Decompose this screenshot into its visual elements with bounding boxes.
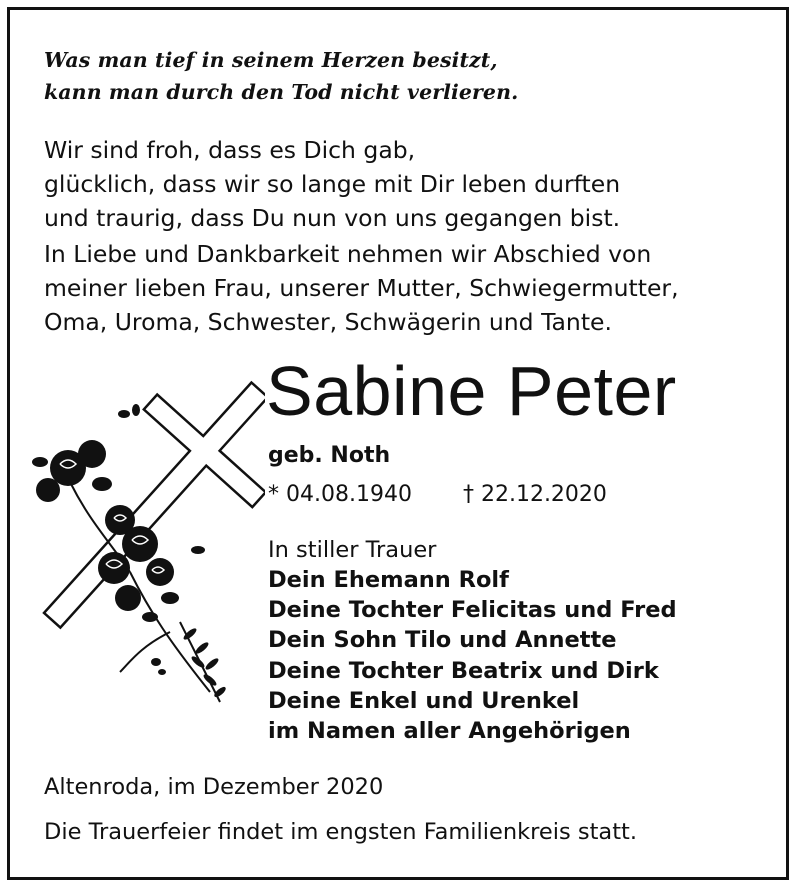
birth-date: * 04.08.1940 xyxy=(268,482,412,507)
farewell-line: Oma, Uroma, Schwester, Schwägerin und Tante. xyxy=(44,308,612,336)
intro-line: Wir sind froh, dass es Dich gab, xyxy=(44,136,416,164)
mourner-line: Deine Enkel und Urenkel xyxy=(268,687,580,714)
intro-line: und traurig, dass Du nun von uns gegangen bist. xyxy=(44,204,621,232)
mourner-line: im Namen aller Angehörigen xyxy=(268,718,631,745)
cross-with-roses-icon xyxy=(20,372,265,712)
birth-name: geb. Noth xyxy=(268,443,391,468)
mourner-line: Dein Sohn Tilo und Annette xyxy=(268,627,617,654)
life-dates xyxy=(268,480,607,510)
mourners-list xyxy=(268,565,677,746)
ceremony-note: Die Trauerfeier findet im engsten Familienkreis statt. xyxy=(44,819,638,845)
place-and-date: Altenroda, im Dezember 2020 xyxy=(44,774,384,800)
mourner-line: Deine Tochter Beatrix und Dirk xyxy=(268,657,659,684)
mourning-intro: In stiller Trauer xyxy=(268,537,437,563)
farewell-line: meiner lieben Frau, unserer Mutter, Schwiegermutter, xyxy=(44,274,679,302)
quote-line: kann man durch den Tod nicht verlieren. xyxy=(44,80,519,104)
deceased-name: Sabine Peter xyxy=(266,352,677,430)
mourner-line: Deine Tochter Felicitas und Fred xyxy=(268,597,677,624)
memorial-quote xyxy=(44,44,518,108)
intro-line: glücklich, dass wir so lange mit Dir leben durften xyxy=(44,170,621,198)
farewell-line: In Liebe und Dankbarkeit nehmen wir Abschied von xyxy=(44,240,652,268)
mourner-line: Dein Ehemann Rolf xyxy=(268,567,509,593)
death-date: † 22.12.2020 xyxy=(462,482,607,507)
quote-line: Was man tief in seinem Herzen besitzt, xyxy=(44,48,498,72)
intro-paragraph xyxy=(44,133,620,235)
farewell-paragraph xyxy=(44,237,679,339)
